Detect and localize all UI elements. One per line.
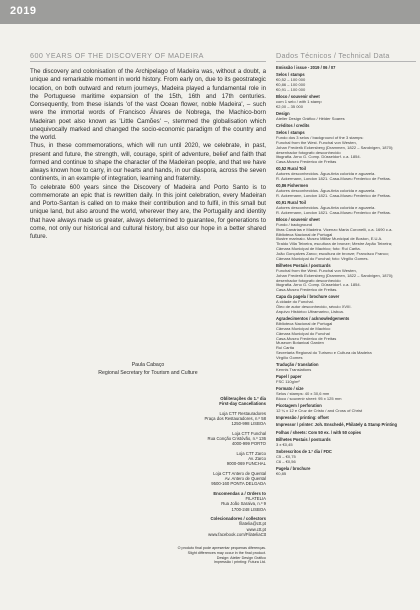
tech-line: Selos / stamps: 40 x 30,6 mm — [276, 391, 330, 397]
tech-line: Biblioteca Nacional de Portugal — [276, 321, 333, 327]
tech-line: Virgílio Gomes — [276, 354, 303, 360]
tech-line: 3 x €0,45 — [276, 441, 293, 447]
tech-line: R. Ackermann, London 1821. Casa-Museu Frederico de Freitas. — [276, 176, 391, 182]
tech-line: litografia. Arno G. Comp. Düsseldorf. c.a. 1854. — [276, 154, 361, 160]
tech-section-heading: Folhas / sheets: Com 50 ex. / with 50 copies — [276, 429, 362, 435]
tech-section-heading: Picotagem / perforation — [276, 403, 322, 409]
address-line: Rua Conção Cristóvão, n.º 136 — [207, 435, 266, 441]
tech-line: C6 – €0,56 — [276, 458, 296, 464]
tech-line: Câmara Municipal de Machico; foto: Rui Carita. — [276, 246, 361, 252]
tech-section-heading: Bloco / souvenir sheet — [276, 217, 320, 223]
tech-line: Johan Frederik Eckersberg (Drammen, 1822 – Sandvigen, 1870); — [276, 144, 394, 150]
tech-line: Tiraldo Villa Teixeira, escultura de bronze; Mestre Arpão Teixeira; — [276, 241, 393, 247]
paragraph: To celebrate 600 years since the Discovery of Madeira and Porto Santo is to commemorate an epic that is rewritten daily. In this joint celebration, every Madeiran and Porto-Santan is called on to make their contribution and to fulfil, in this small but unique land, but also around the world, wherever they are, the Portugality and identity that have always made us greater, always determined to guarantee, for generations to come, not only our historical and cultural history, but also our hope in a better shared future. — [30, 183, 266, 240]
fineprint-line: Design: Atelier Design Gráfico — [216, 555, 266, 560]
tech-section-heading: Impressor / printer: Joh. Enschedé, Philately & Stamp Printing — [276, 422, 398, 428]
tech-line: €2,00 – 35 000 — [276, 103, 304, 109]
address-line: First-day Cancellations — [219, 401, 266, 407]
address-line: Loja CTT Restauradores — [219, 410, 266, 416]
fineprint-line: O produto final pode apresentar pequenas diferenças. — [177, 546, 266, 551]
tech-line: desenhador fotografo desconhecido — [276, 277, 341, 283]
tech-line: litografia. Arno G. Comp. Düsseldorf. c.a. 1854. — [276, 282, 361, 288]
tech-section — [276, 467, 416, 477]
tech-section-heading: Selos / stamps — [276, 72, 305, 78]
tech-line: Bloco / souvenir sheet: 95 x 125 mm — [276, 395, 342, 401]
title-divider — [30, 61, 266, 62]
tech-line: Fundo dos 3 selos / background of the 3 stamps: — [276, 134, 364, 140]
tech-section — [276, 416, 416, 421]
tech-section — [276, 363, 416, 373]
tech-section — [276, 184, 416, 199]
tech-section — [276, 387, 416, 402]
address-group — [76, 516, 266, 537]
address-group — [76, 491, 266, 512]
cancellations-column — [76, 396, 266, 565]
tech-line: Rui Carita — [276, 345, 294, 351]
tech-section-heading: Selos / stamps — [276, 130, 305, 136]
tech-line: Câmara Municipal do Funchal — [276, 330, 330, 336]
tech-section-heading: Emissão / issue - 2019 / 06 / 07 — [276, 65, 336, 70]
tech-line: Atelier Design Gráfico / Hélder Soares — [276, 115, 345, 121]
address-line: 9000-069 FUNCHAL — [226, 461, 266, 467]
tech-section — [276, 167, 416, 182]
tech-line: €0,52 – 100 000 — [276, 77, 306, 83]
tech-section-heading: Créditos / credits — [276, 122, 310, 128]
tech-line: Illustre marinaio. Museu Militar Municipal de Boston, E.U.A. — [276, 236, 383, 242]
tech-section-heading: Agradecimentos / acknowledgements — [276, 316, 350, 322]
tech-section — [276, 317, 416, 361]
tech-line: C5 – €0,75 — [276, 453, 296, 459]
tech-section-heading: €0,91 Rural Toil — [276, 200, 306, 206]
tech-data-heading: Dados Técnicos / Technical Data — [276, 51, 390, 60]
tech-section — [276, 95, 416, 110]
tech-line: Autores desconhecidos. Água-tinta colorida e aguarela. — [276, 188, 376, 194]
paragraph: Thus, in these commemorations, which will run until 2020, we celebrate, in past, present and future, the strength, will, courage, spirit of adventure, belief and faith that formed and continue to shape the character of the Madeiran people, and that we have always known how to carry, in our hearts and hands, in our diaspora, across the seven continents, in an example of integration, learning and fraternity. — [30, 142, 266, 183]
tech-section — [276, 218, 416, 262]
tech-line: Casa-Museu Frederico de Freitas. — [276, 287, 338, 293]
tech-section-heading: Bilhetes Postais / postcards — [276, 436, 331, 442]
tech-line: €0,85 — [276, 470, 287, 476]
tech-line: Funchal from the West. Funchal von Westen, — [276, 267, 357, 273]
tech-section — [276, 423, 416, 428]
tech-section-heading: €0,52 Rural Toil — [276, 166, 306, 172]
address-line: Av. Zarco — [248, 455, 266, 461]
tech-section-heading: Capa da pagela / brochure cover — [276, 294, 340, 300]
tech-line: R. Ackermann, London 1821. Casa-Museu Frederico de Freitas. — [276, 209, 391, 215]
main-text — [30, 68, 266, 241]
tech-line: 12 ¼ x 12 e Cruz de Cristo / and Cross of Christ — [276, 407, 363, 413]
address-line: Rua João Saraiva, n.º 9 — [221, 501, 266, 507]
tech-section-heading: Formato / size — [276, 386, 304, 392]
address-line: 4000-999 PORTO — [231, 441, 266, 447]
address-line: Obliterações do 1.º dia — [220, 396, 266, 401]
tech-line: A cidade do Funchal. — [276, 299, 314, 305]
paragraph: The discovery and colonisation of the Archipelago of Madeira was, without a doubt, a unique and remarkable moment in world history. From early on, due to its geostrategic location, on both outward and return journeys, Madeira played a fundamental role in the Portuguese maritime expansion of the 15th, 16th and 17th centuries. Consequently, from these islands 'of the vast Ocean flower, noble Madeira', – such were the immortal words of Francisco Álvares de Nobrega, the Machico-born Madeiran poet also known as 'Little Camões' –, stemmed the globalisation which unequivocally marked and changed the socio-economic paradigm of the country and the world. — [30, 68, 266, 141]
address-group — [76, 431, 266, 447]
fineprint-line: Slight differences may occur in the final product. — [187, 550, 266, 555]
signature-role: Regional Secretary for Tourism and Culture — [98, 370, 198, 376]
address-line: Praça dos Restauradores, n.º 58 — [204, 415, 266, 421]
tech-line: com 1 selo / with 1 stamp — [276, 98, 322, 104]
tech-line: FSC 110g/m² — [276, 379, 300, 385]
technical-data-column — [276, 66, 416, 479]
tech-section — [276, 264, 416, 293]
tech-section — [276, 450, 416, 465]
address-line: Av. Antero de Quental — [224, 475, 266, 481]
header-bar — [0, 0, 420, 24]
address-line: 9500-160 PONTA DELGADA — [211, 481, 266, 487]
tech-section — [276, 404, 416, 414]
tech-line: Óleo de autor desconhecido, século XVIII. — [276, 304, 352, 310]
address-line: 1250-998 LISBOA — [231, 421, 266, 427]
tech-line: Fundo / background — [276, 221, 312, 227]
address-line: 1700-248 LISBOA — [231, 506, 266, 512]
address-line: Encomendas a / Orders to — [213, 490, 266, 496]
tech-section — [276, 131, 416, 165]
tech-line: Casa-Museu Frederico de Freitas — [276, 159, 337, 165]
tech-section — [276, 112, 416, 122]
tech-section-heading: Bloco / souvenir sheet — [276, 93, 320, 99]
address-line: filatelia@ctt.pt — [239, 521, 266, 527]
address-line: www.facebook.com/FilateliaCtt — [208, 531, 266, 537]
tech-line: Câmara Municipal do Funchal; foto: Virgílio Gomes. — [276, 255, 369, 261]
tech-section-heading: Pagela / brochure — [276, 465, 311, 471]
year-label: 2019 — [10, 5, 37, 17]
address-line: Loja CTT Zarco — [236, 450, 266, 456]
tech-line: Secretaria Regional do Turismo e Cultura da Madeira — [276, 350, 372, 356]
address-group — [76, 471, 266, 487]
tech-line: desenhador fotografo desconhecido — [276, 149, 341, 155]
tech-line: Arquivo Histórico Ultramarino, Lisboa. — [276, 308, 344, 314]
tech-line: R. Ackermann, London 1821. Casa-Museu Frederico de Freitas. — [276, 192, 391, 198]
tech-line: Kennis Translations — [276, 366, 312, 372]
address-group — [76, 451, 266, 467]
tech-section — [276, 73, 416, 92]
page-title: 600 YEARS OF THE DISCOVERY OF MADEIRA — [30, 51, 204, 60]
fineprint-line: Impressão / printing: Futura Ltd. — [213, 560, 266, 565]
address-line: Colecionadores / collectors — [210, 515, 266, 521]
tech-line: Johan Frederik Eckersberg (Drammen, 1822 – Sandvigen, 1870); — [276, 272, 394, 278]
address-line: Loja CTT Funchal — [232, 430, 266, 436]
tech-line: Ilhas Canárias e Madeira. Vicenzo Maria Coronelli, c.a. 1690 c.a. — [276, 226, 393, 232]
address-group — [76, 411, 266, 427]
tech-section — [276, 201, 416, 216]
tech-section-heading: Design — [276, 110, 290, 116]
address-line: Loja CTT Antero de Quental — [213, 470, 266, 476]
signature-name: Paula Cabaço — [131, 362, 165, 368]
tech-line: Câmara Municipal de Machico — [276, 325, 331, 331]
address-group — [76, 396, 266, 407]
tech-section — [276, 375, 416, 385]
tech-line: Funchal from the West. Funchal von Westen, — [276, 139, 357, 145]
tech-line: €0,91 – 100 000 — [276, 86, 306, 92]
address-line: www.ctt.pt — [246, 526, 266, 532]
tech-section-heading: Tradução / translation — [276, 362, 319, 368]
tech-line: Casa-Museu Frederico de Freitas — [276, 335, 337, 341]
tech-line: Autores desconhecidos. Água-tinta colorida e aguarela. — [276, 205, 376, 211]
tech-line: João Gonçalves Zarco; escultura de bronze; Francisco Franco; — [276, 250, 389, 256]
tech-section-heading: Bilhetes Postais / postcards — [276, 262, 331, 268]
tech-line: Biblioteca Nacional de Portugal — [276, 231, 333, 237]
tech-line: Autores desconhecidos. Água-tinta colorida e aguarela. — [276, 171, 376, 177]
tech-section — [276, 124, 416, 129]
tech-section-heading: Impressão / printing: offset — [276, 415, 329, 421]
tech-divider — [276, 61, 416, 62]
tech-section — [276, 66, 416, 71]
tech-section-heading: Papel / paper — [276, 374, 302, 380]
address-line: FILATELIA — [245, 495, 266, 501]
tech-section — [276, 438, 416, 448]
tech-section — [276, 431, 416, 436]
tech-line: Museum Botanical Garden — [276, 340, 324, 346]
fineprint — [76, 546, 266, 565]
tech-section-heading: Sobrescritos de 1.º dia / FDC — [276, 448, 332, 454]
tech-line: €0,86 – 100 000 — [276, 81, 306, 87]
tech-section — [276, 295, 416, 314]
tech-section-heading: €0,86 Fishermen — [276, 183, 309, 189]
